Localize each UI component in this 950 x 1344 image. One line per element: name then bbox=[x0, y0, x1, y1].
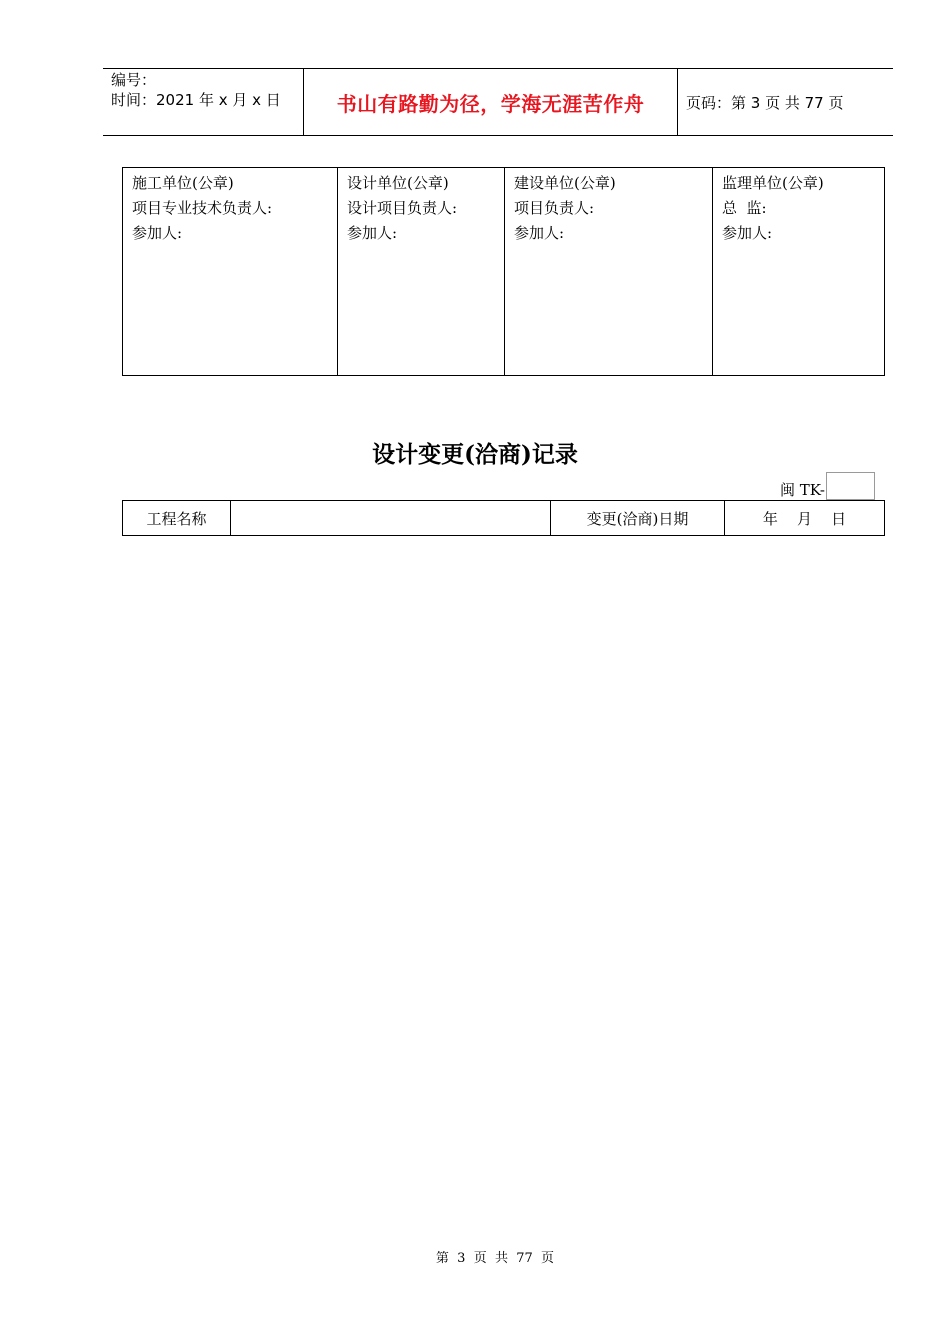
header-divider-right bbox=[677, 69, 678, 136]
org-label: 设计单位(公章) bbox=[347, 174, 449, 192]
header-meta bbox=[111, 70, 281, 110]
document-code-label: 闽 TK- bbox=[780, 481, 825, 499]
participants-label: 参加人: bbox=[132, 224, 183, 242]
change-date-label: 变更(洽商)日期 bbox=[551, 501, 725, 536]
signature-cell-supervision bbox=[713, 168, 885, 376]
document-number-label: 编号： bbox=[111, 71, 157, 89]
role-label: 设计项目负责人: bbox=[347, 199, 458, 217]
signature-table bbox=[122, 167, 885, 376]
project-info-table bbox=[122, 500, 885, 536]
signature-cell-design bbox=[338, 168, 505, 376]
document-time-label: 时间：2021 年 x 月 x 日 bbox=[111, 91, 281, 109]
participants-label: 参加人: bbox=[347, 224, 398, 242]
participants-label: 参加人: bbox=[514, 224, 565, 242]
project-info-row bbox=[123, 501, 885, 536]
org-label: 施工单位(公章) bbox=[132, 174, 234, 192]
header-page-info: 页码：第 3 页 共 77 页 bbox=[686, 94, 844, 112]
org-label: 监理单位(公章) bbox=[722, 174, 824, 192]
header-motto: 书山有路勤为径，学海无涯苦作舟 bbox=[336, 92, 645, 116]
page-footer: 第 3 页 共 77 页 bbox=[435, 1251, 555, 1266]
participants-label: 参加人: bbox=[722, 224, 773, 242]
document-title: 设计变更(洽商)记录 bbox=[372, 441, 578, 468]
org-label: 建设单位(公章) bbox=[514, 174, 616, 192]
signature-cell-construction bbox=[123, 168, 338, 376]
change-date-field[interactable]: 年 月 日 bbox=[725, 501, 885, 536]
role-label: 项目专业技术负责人: bbox=[132, 199, 273, 217]
project-name-field[interactable] bbox=[231, 501, 551, 536]
signature-row bbox=[123, 168, 885, 376]
role-label: 总 监: bbox=[722, 199, 767, 217]
signature-cell-owner bbox=[505, 168, 713, 376]
role-label: 项目负责人: bbox=[514, 199, 595, 217]
project-name-label: 工程名称 bbox=[123, 501, 231, 536]
document-code-field[interactable] bbox=[826, 472, 875, 500]
